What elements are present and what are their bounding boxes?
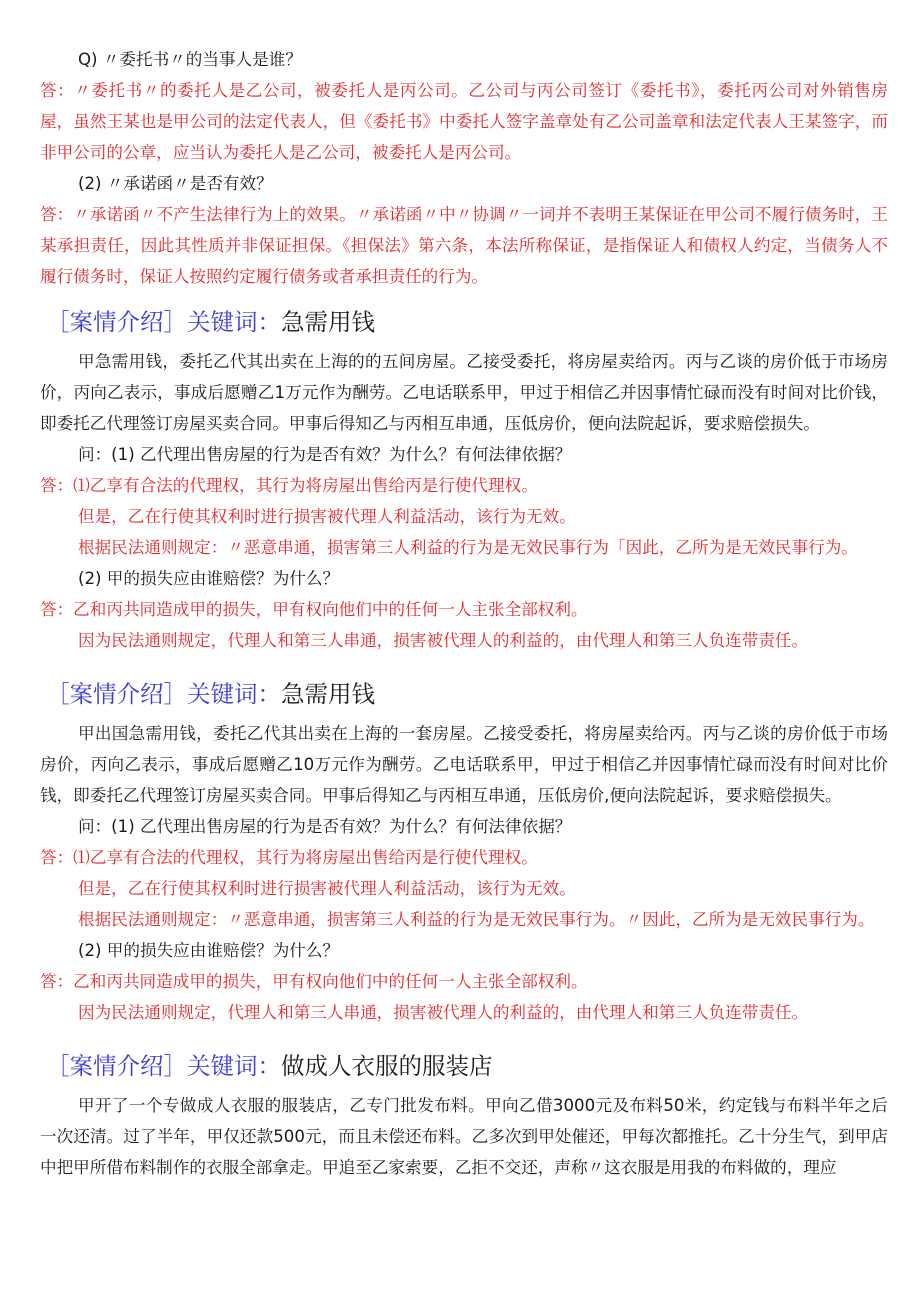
case-body: 甲开了一个专做成人衣服的服装店，乙专门批发布料。甲向乙借3000元及布料50米，约定钱与布料半年之后一次还清。过了半年，甲仅还款500元，而且未偿还布料。乙多次到甲处催还，甲每次都推托。乙十分生气，到甲店中把甲所借布料制作的衣服全部拿走。甲追至乙家索要，乙拒不交还，声称〃这衣服是用我的布料做的，理应	[40, 1096, 888, 1177]
question: 问：(1) 乙代理出售房屋的行为是否有效？为什么？有何法律依据？	[78, 445, 572, 464]
answer: 答：⑴乙享有合法的代理权，其行为将房屋出售给丙是行使代理权。	[40, 476, 538, 495]
case-heading	[46, 676, 888, 712]
answer: 答：〃承诺函〃不产生法律行为上的效果。〃承诺函〃中〃协调〃一词并不表明王某保证在甲公司不履行债务时，王某承担责任，因此其性质并非保证担保。《担保法》第六条，本法所称保证，是指保证人和债权人约定，当债务人不履行债务时，保证人按照约定履行债务或者承担责任的行为。	[40, 205, 888, 286]
case-heading-keyword: 急需用钱	[281, 308, 375, 336]
question: 问：(1) 乙代理出售房屋的行为是否有效？为什么？有何法律依据？	[78, 817, 572, 836]
answer: 因为民法通则规定，代理人和第三人串通，损害被代理人的利益的，由代理人和第三人负连带责任。	[78, 1003, 809, 1022]
case-heading-keyword: 急需用钱	[281, 680, 375, 708]
answer: 答：⑴乙享有合法的代理权，其行为将房屋出售给丙是行使代理权。	[40, 848, 538, 867]
answer: 根据民法通则规定：〃恶意串通，损害第三人利益的行为是无效民事行为。〃因此，乙所为是无效民事行为。	[78, 910, 875, 929]
case-heading-tag: ［案情介绍］关键词：	[46, 1052, 281, 1080]
question: (2) 甲的损失应由谁赔偿？为什么？	[78, 941, 340, 960]
answer: 答：〃委托书〃的委托人是乙公司，被委托人是丙公司。乙公司与丙公司签订《委托书》，委托丙公司对外销售房屋，虽然王某也是甲公司的法定代表人，但《委托书》中委托人签字盖章处有乙公司盖章和法定代表人王某签字，而非甲公司的公章，应当认为委托人是乙公司，被委托人是丙公司。	[40, 81, 888, 162]
answer: 因为民法通则规定，代理人和第三人串通，损害被代理人的利益的，由代理人和第三人负连带责任。	[78, 631, 809, 650]
answer: 但是，乙在行使其权利时进行损害被代理人利益活动，该行为无效。	[78, 507, 576, 526]
answer: 但是，乙在行使其权利时进行损害被代理人利益活动，该行为无效。	[78, 879, 576, 898]
question: (2) 甲的损失应由谁赔偿？为什么？	[78, 569, 340, 588]
case-heading-tag: ［案情介绍］关键词：	[46, 680, 281, 708]
document-page	[40, 44, 888, 1183]
case-heading-keyword: 做成人衣服的服装店	[281, 1052, 493, 1080]
answer: 根据民法通则规定：〃恶意串通，损害第三人利益的行为是无效民事行为「因此，乙所为是无效民事行为。	[78, 538, 858, 557]
case-heading-tag: ［案情介绍］关键词：	[46, 308, 281, 336]
case-body: 甲急需用钱，委托乙代其出卖在上海的的五间房屋。乙接受委托，将房屋卖给丙。丙与乙谈的房价低于市场房价，丙向乙表示，事成后愿赠乙1万元作为酬劳。乙电话联系甲，甲过于相信乙并因事情忙碌而没有时间对比价钱，即委托乙代理签订房屋买卖合同。甲事后得知乙与丙相互串通，压低房价，便向法院起诉，要求赔偿损失。	[40, 352, 888, 433]
case-body: 甲出国急需用钱，委托乙代其出卖在上海的一套房屋。乙接受委托，将房屋卖给丙。丙与乙谈的房价低于市场房价，丙向乙表示，事成后愿赠乙10万元作为酬劳。乙电话联系甲，甲过于相信乙并因事情忙碌而没有时间对比价钱，即委托乙代理签订房屋买卖合同。甲事后得知乙与丙相互串通，压低房价,便向法院起诉，要求赔偿损失。	[40, 724, 888, 805]
answer: 答：乙和丙共同造成甲的损失，甲有权向他们中的任何一人主张全部权利。	[40, 972, 588, 991]
case-heading	[46, 304, 888, 340]
answer: 答：乙和丙共同造成甲的损失，甲有权向他们中的任何一人主张全部权利。	[40, 600, 588, 619]
case-heading	[46, 1048, 888, 1084]
question: (2) 〃承诺函〃是否有效？	[78, 174, 273, 193]
question: Q) 〃委托书〃的当事人是谁？	[78, 50, 302, 69]
